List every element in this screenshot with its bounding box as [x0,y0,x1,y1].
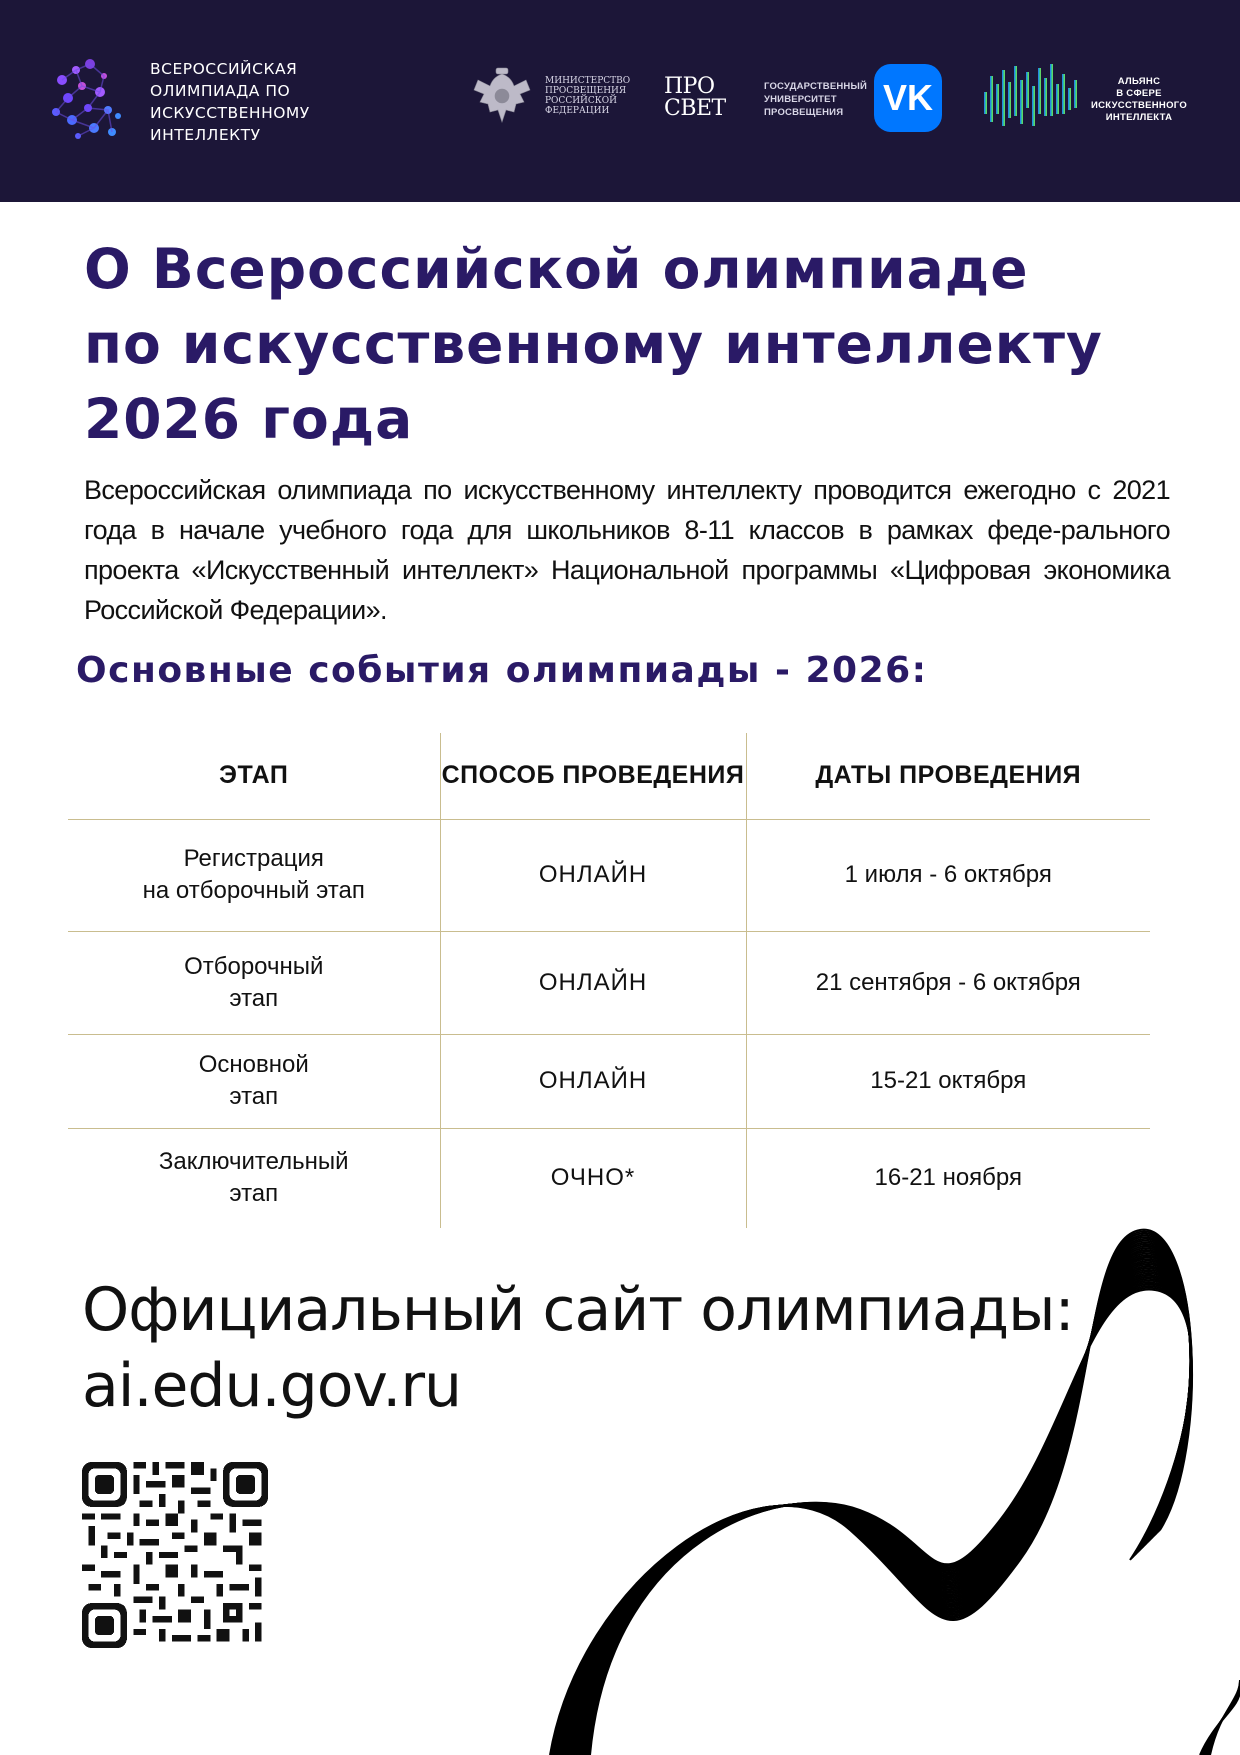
stage-cell: Заключительный этап [158,1148,349,1208]
header-method: СПОСОБ ПРОВЕДЕНИЯ [440,733,746,819]
stage-cell: Регистрация на отборочный этап [142,845,365,904]
method-cell: ОЧНО* [440,1128,746,1228]
decorative-wave-line [588,1286,1192,1755]
decorative-wave-line [584,1281,1191,1755]
decorative-wave-line [550,1230,1192,1755]
vk-logo-icon: VK [874,64,942,132]
decorative-wave-line [579,1274,1191,1755]
dates-cell: 16-21 ноября [746,1128,1150,1228]
events-table [68,733,1150,1228]
decorative-wave-line [583,1279,1191,1755]
table-row [68,819,1150,931]
events-heading: Основные события олимпиады - 2026: [76,650,928,691]
decorative-wave-line [571,1261,1191,1755]
ministry-name: МИНИСТЕРСТВО ПРОСВЕЩЕНИЯ РОССИЙСКОЙ ФЕДЕРАЦИИ [545,76,631,116]
decorative-wave-line [589,1288,1192,1755]
decorative-wave-line [580,1275,1190,1755]
header-dates: ДАТЫ ПРОВЕДЕНИЯ [746,733,1150,819]
olympiad-logo-icon [42,50,142,150]
qr-code-icon[interactable] [82,1462,268,1648]
decorative-wave-line [577,1270,1191,1755]
method-cell: ОНЛАЙН [440,819,746,931]
method-cell: ОНЛАЙН [440,1034,746,1128]
decorative-wave-graphic [520,1200,1240,1755]
decorative-wave-line [585,1282,1191,1755]
dates-cell: 1 июля - 6 октября [746,819,1150,931]
dates-cell: 21 сентября - 6 октября [746,931,1150,1034]
decorative-wave-line [586,1284,1191,1755]
university-name: ГОСУДАРСТВЕННЫЙ УНИВЕРСИТЕТ ПРОСВЕЩЕНИЯ [764,81,868,118]
alliance-name: АЛЬЯНС В СФЕРЕ ИСКУССТВЕННОГО ИНТЕЛЛЕКТА [1090,76,1188,123]
stage-cell: Основной этап [198,1051,309,1110]
stage-cell: Отборочный этап [184,952,324,1012]
header-banner [0,0,1240,202]
alliance-logo-icon [982,62,1082,134]
dates-cell: 15-21 октября [746,1034,1150,1128]
prosvet-logo: ПРО СВЕТ [664,74,726,121]
decorative-wave-line [578,1272,1191,1755]
decorative-wave-line [573,1265,1190,1755]
header-stage: ЭТАП [219,761,289,790]
table-header-row [68,733,1150,819]
decorative-wave-line [590,1290,1192,1755]
method-cell: ОНЛАЙН [440,931,746,1034]
site-url-link[interactable]: ai.edu.gov.ru [82,1351,462,1421]
site-label: Официальный сайт олимпиады: [82,1275,1074,1345]
table-row [68,931,1150,1034]
decorative-wave-line [574,1266,1190,1755]
decorative-wave-line [572,1263,1191,1755]
table-row [68,1034,1150,1128]
decorative-wave-line [582,1277,1191,1755]
decorative-wave-line [575,1268,1190,1755]
page-title: О Всероссийской олимпиаде по искусственному интеллекту 2026 года [84,237,1103,451]
decorative-wave-line [551,1232,1192,1755]
coat-of-arms-icon [466,66,538,130]
olympiad-logo-text: ВСЕРОССИЙСКАЯ ОЛИМПИАДА ПО ИСКУССТВЕННОМУ ИНТЕЛЛЕКТУ [150,60,310,144]
intro-paragraph: Всероссийская олимпиада по искусственному интеллекту проводится ежегодно с 2021 года в начале учебного года для школьников 8-11 классов в рамках феде-рального проекта «Искусственный интеллект» Национальной программы «Цифровая экономика Российской Федерации». [84,475,1170,625]
